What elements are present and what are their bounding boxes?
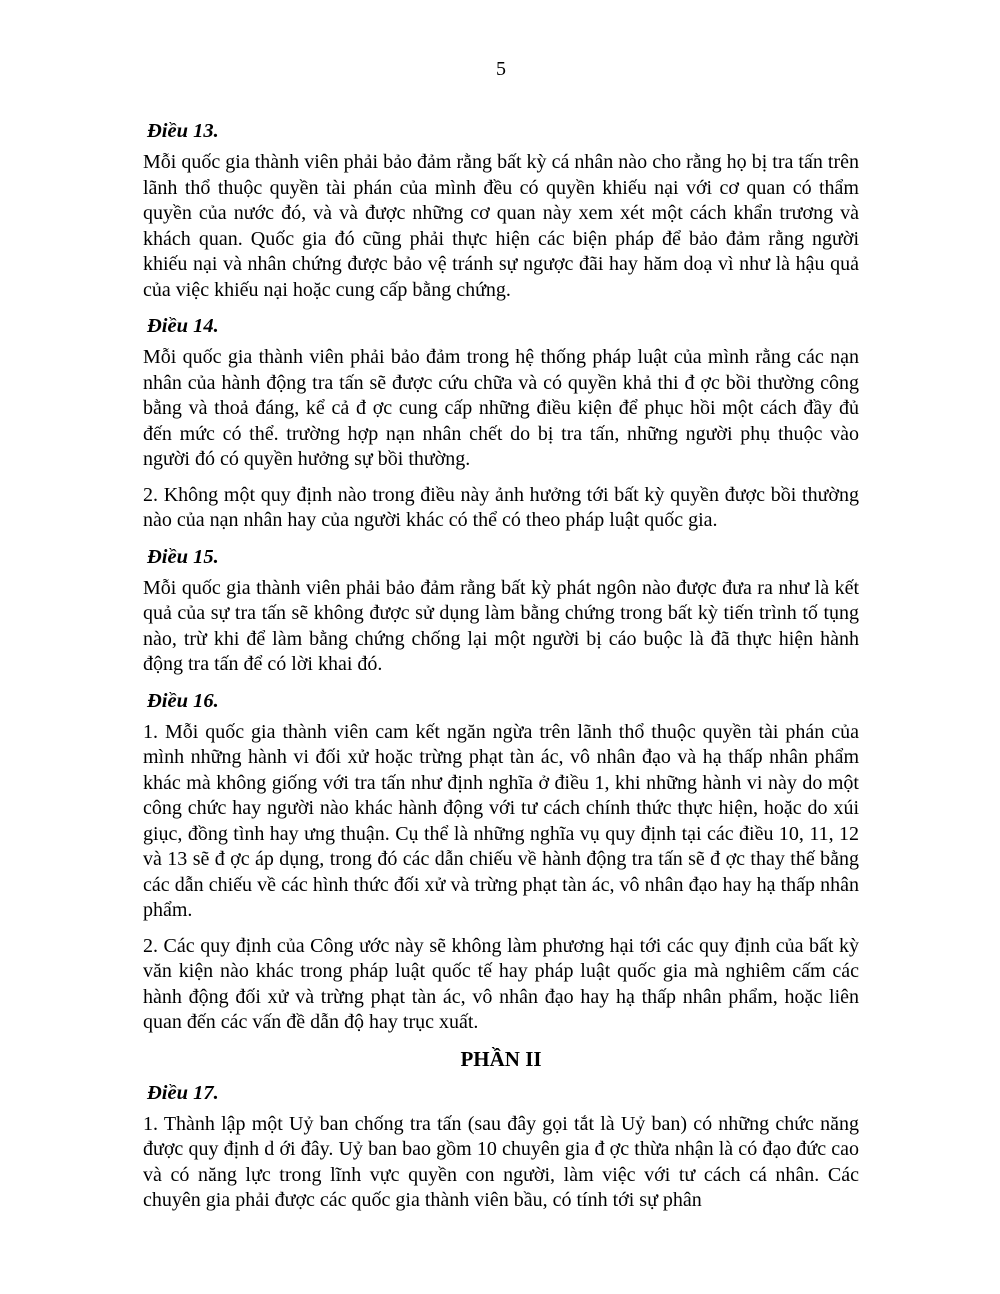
paragraph-article-16-clause-2: 2. Các quy định của Công ước này sẽ không làm phương hại tới các quy định của bất kỳ văn kiện nào khác trong pháp luật quốc tế hay pháp luật quốc gia mà nghiêm cấm các hành động đối xử và trừng phạt tàn ác, vô nhân đạo hay hạ thấp nhân phẩm, hoặc liên quan đến các vấn đề dẫn độ hay trục xuất. bbox=[143, 934, 859, 1033]
paragraph-article-14-clause-2: 2. Không một quy định nào trong điều này ảnh hưởng tới bất kỳ quyền được bồi thường nào của nạn nhân hay của người khác có thể có theo pháp luật quốc gia. bbox=[143, 483, 859, 531]
section-heading-phan-2: PHẦN II bbox=[460, 1046, 542, 1071]
article-heading-dieu-15: Điều 15. bbox=[147, 545, 219, 568]
paragraph-article-17-clause-1: 1. Thành lập một Uỷ ban chống tra tấn (sau đây gọi tắt là Uỷ ban) có những chức năng được quy định d ới đây. Uỷ ban bao gồm 10 chuyên gia đ ợc thừa nhận là có đạo đức cao và có năng lực trong lĩnh vực quyền con người, làm việc với tư cách cá nhân. Các chuyên gia phải được các quốc gia thành viên bầu, có tính tới sự phân bbox=[143, 1112, 859, 1211]
paragraph-article-13: Mỗi quốc gia thành viên phải bảo đảm rằng bất kỳ cá nhân nào cho rằng họ bị tra tấn trên lãnh thổ thuộc quyền tài phán của mình đều có quyền khiếu nại với cơ quan có thẩm quyền của nước đó, và và được những cơ quan này xem xét một cách khẩn trương và khách quan. Quốc gia đó cũng phải thực hiện các biện pháp để bảo đảm rằng người khiếu nại và nhân chứng được bảo vệ tránh sự ngược đãi hay hăm doạ vì như là hậu quả của việc khiếu nại hoặc cung cấp bằng chứng. bbox=[143, 151, 859, 301]
paragraph-article-15: Mỗi quốc gia thành viên phải bảo đảm rằng bất kỳ phát ngôn nào được đưa ra như là kết quả của sự tra tấn sẽ không được sử dụng làm bằng chứng trong bất kỳ tiến trình tố tụng nào, trừ khi để làm bằng chứng chống lại một người bị cáo buộc là đã thực hiện hành động tra tấn để có lời khai đó. bbox=[143, 576, 859, 675]
article-heading-dieu-14: Điều 14. bbox=[147, 315, 219, 337]
article-heading-dieu-17: Điều 17. bbox=[147, 1081, 219, 1104]
article-heading-dieu-16: Điều 16. bbox=[147, 689, 219, 712]
paragraph-article-16-clause-1: 1. Mỗi quốc gia thành viên cam kết ngăn ngừa trên lãnh thổ thuộc quyền tài phán của mình những hành vi đối xử hoặc trừng phạt tàn ác, vô nhân đạo và hạ thấp nhân phẩm khác mà không giống với tra tấn như định nghĩa ở điều 1, khi những hành vi này do một công chức hay người nào khác hành động với tư cách chính thức thực hiện, hoặc do xúi giục, đồng tình hay ưng thuận. Cụ thể là những nghĩa vụ quy định tại các điều 10, 11, 12 và 13 sẽ đ ợc áp dụng, trong đó các dẫn chiếu về hành động tra tấn sẽ đ ợc thay thế bằng các dẫn chiếu về các hình thức đối xử và trừng phạt tàn ác, vô nhân đạo hay hạ thấp nhân phẩm. bbox=[143, 720, 859, 921]
page-number: 5 bbox=[496, 58, 506, 80]
article-heading-dieu-13: Điều 13. bbox=[147, 120, 219, 142]
paragraph-article-14-clause-1: Mỗi quốc gia thành viên phải bảo đảm trong hệ thống pháp luật của mình rằng các nạn nhân của hành động tra tấn sẽ được cứu chữa và có quyền khả thi đ ợc bồi thường công bằng và thoả đáng, kể cả đ ợc cung cấp những điều kiện để phục hồi một cách đầy đủ đến mức có thể. trường hợp nạn nhân chết do bị tra tấn, những người phụ thuộc vào người đó có quyền hưởng sự bồi thường. bbox=[143, 346, 859, 470]
